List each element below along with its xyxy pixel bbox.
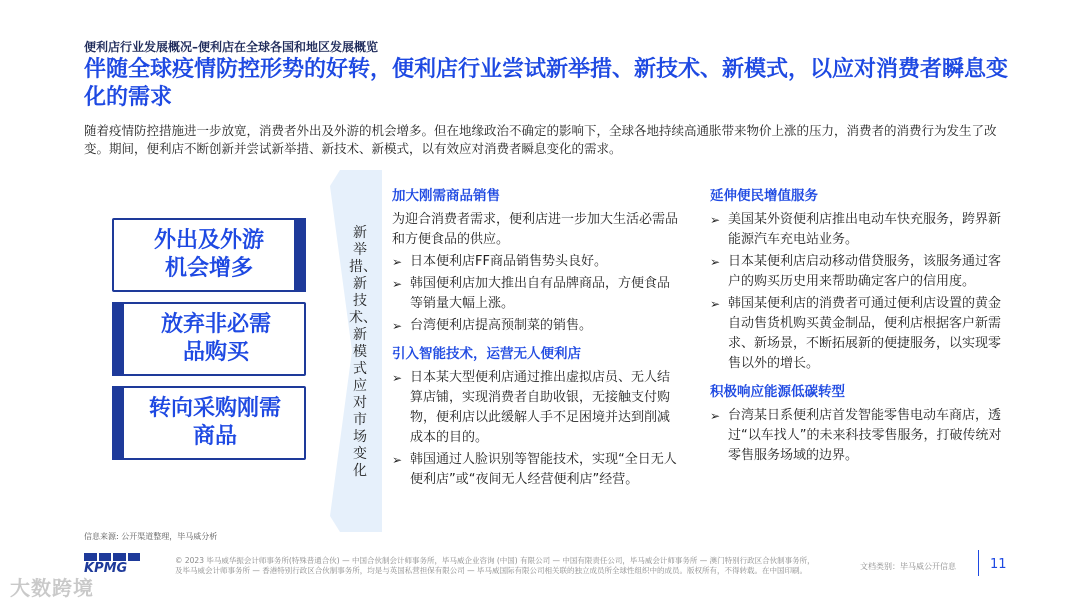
list-item: ➢ 日本某便利店启动移动借贷服务，该服务通过客户的购买历史用来帮助确定客户的信用度。	[710, 254, 1002, 289]
section-heading: 引入智能技术，运营无人便利店	[392, 346, 581, 362]
list-item: ➢ 日本某大型便利店通过推出虚拟店员、无人结算店铺，实现消费者自助收银，无接触支付购物，便利店以此缓解人手不足困境并达到削减成本的目的。	[392, 370, 671, 445]
vertical-label: 新举措、新技术、新模式应对市场变化	[349, 225, 377, 479]
intro-paragraph: 随着疫情防控措施进一步放宽，消费者外出及外游的机会增多。但在地缘政治不确定的影响下，全球各地持续高通胀带来物价上涨的压力，消费者的消费行为发生了改变。期间，便利店不断创新并尝试新举措、新技术、新模式，以有效应对消费者瞬息变化的需求。	[84, 123, 997, 156]
arrow-bullet-icon: ➢	[392, 453, 403, 467]
page-number: 11	[990, 557, 1007, 572]
watermark: 大数跨境	[10, 576, 94, 600]
logo-blocks	[84, 553, 140, 561]
section-heading: 加大刚需商品销售	[392, 188, 500, 204]
arrow-bullet-icon: ➢	[710, 409, 721, 423]
list-item: ➢ 台湾某日系便利店首发智能零售电动车商店，透过“以车找人”的未来科技零售服务，打破传统对零售服务场域的边界。	[710, 408, 1002, 463]
list-item: ➢ 韩国通过人脸识别等智能技术，实现“全日无人便利店”或“夜间无人经营便利店”经营。	[392, 452, 677, 487]
breadcrumb: 便利店行业发展概况–便利店在全球各国和地区发展概览	[84, 40, 379, 54]
left-box-travel	[112, 218, 306, 292]
footer-divider	[978, 550, 979, 576]
right-column	[710, 186, 1006, 474]
section-lead: 为迎合消费者需求，便利店进一步加大生活必需品和方便食品的供应。	[392, 212, 679, 247]
list-item: ➢ 韩国便利店加大推出自有品牌商品，方便食品等销量大幅上涨。	[392, 276, 671, 311]
list-item: ➢ 日本便利店FF商品销售势头良好。	[392, 252, 682, 272]
section-heading: 延伸便民增值服务	[710, 188, 818, 204]
list-item: ➢ 美国某外资便利店推出电动车快充服务，跨界新能源汽车充电站业务。	[710, 212, 1002, 247]
list-item: ➢ 台湾便利店提高预制菜的销售。	[392, 316, 682, 336]
section-heading: 积极响应能源低碳转型	[710, 384, 845, 400]
footer-copyright: © 2023 毕马威华振会计师事务所(特殊普通合伙) — 中国合伙制会计师事务所，毕马威企业咨询 (中国) 有限公司 — 中国有限责任公司，毕马威会计师事务所 — 澳门特别行政区合伙制事务所，及毕马威会计师事务所 — 香港特别行政区合伙制事务所，均是与英国私营担保有限公司 — 毕马威国际有限公司相关联的独立成员所全球性组织中的成员。版权所有，不得转载。在中国印刷。	[175, 556, 815, 575]
list-item: ➢ 韩国某便利店的消费者可通过便利店设置的黄金自动售货机购买黄金制品，便利店根据客户新需求、新场景，不断拓展新的便捷服务，以实现零售以外的增长。	[710, 296, 1002, 371]
arrow-bullet-icon: ➢	[392, 255, 403, 269]
left-box-label: 放弃非必需 品购买	[160, 312, 271, 365]
arrow-bullet-icon: ➢	[392, 277, 403, 291]
arrow-bullet-icon: ➢	[392, 371, 403, 385]
arrow-bullet-icon: ➢	[392, 319, 403, 333]
left-box-nonessential	[112, 302, 306, 376]
arrow-bullet-icon: ➢	[710, 255, 721, 269]
source-note: 信息来源: 公开渠道整理，毕马威分析	[84, 532, 218, 541]
left-box-label: 转向采购刚需 商品	[148, 396, 281, 449]
middle-column	[392, 186, 682, 498]
page-title: 伴随全球疫情防控形势的好转，便利店行业尝试新举措、新技术、新模式，以应对消费者瞬息变化的需求	[84, 57, 1009, 110]
left-box-label: 外出及外游 机会增多	[153, 228, 264, 281]
arrow-bullet-icon: ➢	[710, 297, 721, 311]
arrow-bullet-icon: ➢	[710, 213, 721, 227]
footer-classification: 文档类别：毕马威公开信息	[860, 562, 956, 571]
logo-wordmark: KPMG	[84, 561, 128, 576]
left-box-essential	[112, 386, 306, 460]
